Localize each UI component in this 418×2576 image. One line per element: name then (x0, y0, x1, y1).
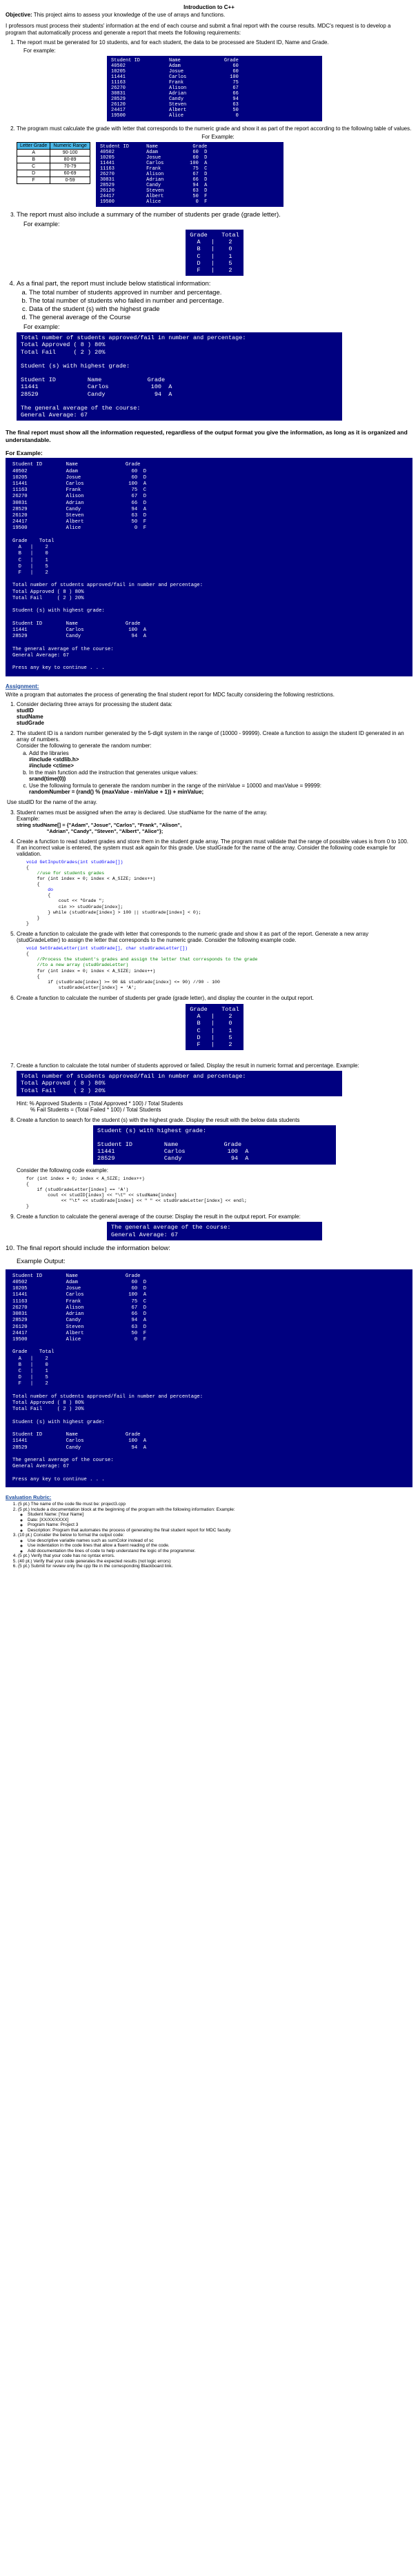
req3-example-label: For example: (23, 221, 60, 228)
code-line: studGradeLetter[index] = 'A'; (26, 985, 137, 990)
grade-table-head-letter: Letter Grade (17, 142, 50, 149)
step-8 (17, 1117, 412, 1210)
step7-text: Create a function to calculate the total number of students approved or failed. Display the result in numeric format and percentage. Example: (17, 1063, 359, 1069)
grade-table-cell: C (17, 163, 50, 170)
code-line: { (26, 1181, 29, 1187)
step-6 (17, 995, 412, 1050)
grade-table-cell: 80-89 (50, 156, 90, 163)
req4-example-label: For example: (23, 323, 60, 331)
studname-declaration: string studName[] = {"Adam", "Josue", "Carlos", "Frank", "Alison", "Adrian", "Candy", "Steven", "Albert", "Alice"}; (17, 821, 182, 834)
grade-table-cell: D (17, 170, 50, 177)
code-line: } (26, 1204, 29, 1209)
grade-table-cell: F (17, 177, 50, 183)
final-output-terminal: Student ID Name Grade 40502 Adam 60 D 10205 Josue 60 D 11441 Carlos 100 A 11163 Frank 75 C 26270 Alison 67 D 30831 Adrian 66 D 28529 Candy 94 A 26120 Steven 63 D 24417 Albert 50 F 19500 Alice 0 F Grade Total A | 2 B | 0 C | 1 D | 5 F | 2 Total number of students approved/fail in number and percentage: Total Approved ( 8 ) 80% Total Fail ( 2 ) 20% Student (s) with highest grade: Student ID Name Grade 11441 Carlos 100 A 28529 Candy 94 A The general average of the course: General Average: 67 Press any key to continue . . . (6, 1269, 412, 1487)
req4-items (17, 289, 412, 321)
step9-text: Create a function to calculate the general average of the course: Display the result in the output report. For example: (17, 1214, 301, 1220)
step-9 (17, 1214, 412, 1240)
step7-hint-2: % Fail Students = (Total Failed * 100) / Total Students (30, 1106, 161, 1113)
step4-text: Create a function to read student grades and store them in the student grade array. The program must validate that the range of possible values is from 0 to 100. If an incorrect value is entered, the system must ask again for this grade. Use studGrade for the name of the array. Consider the following code example for validation. (17, 838, 409, 857)
doc-item: ◦ Program Name: Project 3 (28, 1522, 412, 1527)
req4-item: a. The total number of students approved in number and percentage. (29, 289, 412, 296)
code-line: void GetInputGrades(int studGrade[]) (26, 859, 123, 865)
step2-item-text: Use the following formula to generate the random number in the range of the minValue = 10000 and maxValue = 99999: (29, 782, 321, 789)
requirement-3 (17, 211, 412, 276)
requirement-2 (17, 125, 412, 208)
step7-hint-1: Hint: % Approved Students = (Total Approved * 100) / Total Students (17, 1100, 183, 1107)
step2-after: Use studID for the name of the array. (7, 798, 98, 805)
code-line: } (26, 915, 40, 920)
step6-terminal: Grade Total A | 2 B | 0 C | 1 D | 5 F | 2 (186, 1004, 243, 1050)
step2-items (17, 750, 412, 795)
example-heading: For Example: (6, 449, 43, 456)
step2-item-text: Add the libraries (29, 749, 69, 756)
step-7 (17, 1063, 412, 1113)
grade-table-cell: 60-69 (50, 170, 90, 177)
objective-text: This project aims to assess your knowledge of the use of arrays and functions. (33, 12, 226, 18)
include-stdlib: #include <stdlib.h> (29, 756, 79, 763)
rubric-item: 4. (5 pt.) Verify that your code has no syntax errors. (18, 1553, 412, 1558)
step5-text: Create a function to calculate the grade with letter that corresponds to the numeric grade and show it as part of the report. Generate a new array (studGradeLetter) to assign the letter that corresponds to the numeric grade. Consider the following example code. (17, 931, 369, 943)
rubric-item: 6. (5 pt.) Submit for review only the cpp file in the corresponding Blackboard link. (18, 1564, 412, 1569)
doc-title: Introduction to C++ (183, 4, 235, 10)
format-item: ◦ Use indentation in the code lines that allow a fluent reading of the code. (28, 1543, 412, 1548)
req4-item: d. The general average of the Course (29, 314, 412, 321)
req4-item: b. The total number of students who failed in number and percentage. (29, 297, 412, 305)
validation-code (26, 860, 412, 927)
step2-item (29, 783, 412, 795)
code-line: if (studGradeLetter[index] == 'A') (26, 1187, 129, 1192)
code-line: { (26, 865, 29, 870)
code-line: //Process the student's grades and assign the letter that corresponds to the grade (26, 957, 258, 963)
step8-code-label: Consider the following code example: (17, 1167, 108, 1174)
final-note: The final report must show all the information requested, regardless of the output format you give the information, as long as it is organized and understandable. (6, 429, 408, 444)
requirement-4 (17, 280, 412, 421)
req1-terminal: Student ID Name Grade 40502 Adam 60 10205 Josue 60 11441 Carlos 100 11163 Frank 75 26270 Alison 67 30831 Adrian 66 28529 Candy 94 26120 Steven 63 24417 Albert 50 19500 Alice 0 (107, 56, 322, 121)
evaluation-heading: Evaluation Rubric: (6, 1493, 52, 1500)
format-item: ◦ Use descriptive variable names such as sumColor instead of sc (28, 1538, 412, 1543)
rubric-item (18, 1507, 412, 1533)
code-line: for (int index = 0; index < A_SIZE; index++) (26, 1176, 145, 1181)
format-items (18, 1538, 412, 1553)
assignment-heading: Assignment: (6, 683, 39, 690)
step-4 (17, 838, 412, 927)
code-line: if (studGrade[index] >= 90 && studGrade[index] <= 90) //90 - 100 (26, 979, 220, 985)
code-line: void SetGradeLetter(int studGrade[], char studGradeLetter[]) (26, 946, 188, 951)
step-5 (17, 931, 412, 991)
req1-text: The report must be generated for 10 students, and for each student, the data to be processed are Student ID, Name and Grade. (17, 39, 329, 46)
step8-text: Create a function to search for the student (s) with the highest grade. Display the result with the below data students (17, 1116, 300, 1123)
doc-block-items (18, 1512, 412, 1533)
include-ctime: #include <ctime> (29, 762, 74, 769)
step-1 (17, 701, 412, 726)
full-example-terminal: Student ID Name Grade 40502 Adam 60 D 10205 Josue 60 D 11441 Carlos 100 A 11163 Frank 75 C 26270 Alison 67 D 30831 Adrian 66 D 28529 Candy 94 A 26120 Steven 63 D 24417 Albert 50 F 19500 Alice 0 F Grade Total A | 2 B | 0 C | 1 D | 5 F | 2 Total number of students approved/fail in number and percentage: Total Approved ( 8 ) 80% Total Fail ( 2 ) 20% Student (s) with highest grade: Student ID Name Grade 11441 Carlos 100 A 28529 Candy 94 A The general average of the course: General Average: 67 Press any key to continue . . . (6, 458, 412, 676)
intro-paragraph: I professors must process their students' information at the end of each course and submit a final report with the course results. MDC's request is to develop a program that automatically process and generate a report that meets the following requirements: (6, 23, 391, 36)
code-line: do (26, 887, 54, 893)
srand-call: srand(time(0)) (29, 775, 66, 782)
code-line: << "\t" << studGrade[index] << " " << studGradeLetter[index] << endl; (26, 1198, 247, 1204)
step10-text: The final report should include the information below: (17, 1244, 170, 1252)
objective-label: Objective: (6, 12, 32, 18)
code-line: cout << studID[index] << "\t" << studName[index] (26, 1193, 177, 1198)
objective (6, 12, 412, 19)
req3-text: The report must also include a summary of the number of students per grade (grade letter). (17, 211, 281, 219)
rubric-item: 1. (5 pt.) The name of the code file must be: project3.cpp (18, 1502, 412, 1507)
highest-grade-code (26, 1176, 412, 1210)
step-10 (17, 1245, 412, 1265)
code-line: //to a new array (studGradeLetter) (26, 963, 129, 968)
random-formula: randomNumber = (rand() % (maxValue - minValue + 1)) + minValue; (29, 788, 204, 795)
step10-example-label: Example Output: (17, 1257, 66, 1265)
req3-terminal: Grade Total A | 2 B | 0 C | 1 D | 5 F | 2 (186, 230, 243, 276)
step1-array: studID (17, 707, 34, 714)
code-line: { (26, 882, 40, 887)
rubric-list (6, 1502, 412, 1569)
grade-table (17, 142, 90, 184)
step8-terminal: Student (s) with highest grade: Student ID Name Grade 11441 Carlos 100 A 28529 Candy 94 A (93, 1125, 336, 1165)
step2-text: The student ID is a random number generated by the 5-digit system in the range of (10000 - 99999). Create a function to assign the student ID generated in an array of numbers. (17, 729, 404, 743)
code-line: //use for students grades (26, 870, 105, 876)
doc-item: ◦ Student Name: [Your Name] (28, 1512, 412, 1517)
rubric-item-text: (5 pt.) Include a documentation block at the beginning of the program with the following information: Example: (18, 1507, 235, 1512)
step1-array: studName (17, 713, 43, 720)
code-line: { (26, 893, 51, 898)
format-item: ◦ Add documentation the lines of code to help understand the logic of the programmer. (28, 1549, 412, 1553)
grade-table-cell: 0-59 (50, 177, 90, 183)
assignment-steps (6, 701, 412, 1265)
req2-example-label: For Example: (201, 133, 235, 140)
grade-table-cell: 90-100 (50, 149, 90, 156)
step1-array: studGrade (17, 719, 45, 726)
step-2 (7, 729, 412, 805)
req2-terminal: Student ID Name Grade 40502 Adam 60 D 10205 Josue 60 D 11441 Carlos 100 A 11163 Frank 75 C 26270 Alison 67 D 30831 Adrian 66 D 28529 Candy 94 A 26120 Steven 63 D 24417 Albert 50 F 19500 Alice 0 F (96, 142, 283, 208)
code-line: for (int index = 0; index < A_SIZE; index++) (26, 876, 156, 881)
step7-terminal: Total number of students approved/fail in number and percentage: Total Approved ( 8 ) 80% Total Fail ( 2 ) 20% (17, 1071, 342, 1096)
grade-table-head-range: Numeric Range (50, 142, 90, 149)
req4-item: c. Data of the student (s) with the highest grade (29, 305, 412, 313)
rubric-item (18, 1533, 412, 1553)
assignment-intro: Write a program that automates the process of generating the final student report for MDC faculty considering the following restrictions. (6, 691, 335, 698)
step1-text: Consider declaring three arrays for processing the student data: (17, 701, 172, 707)
code-line: { (26, 952, 29, 957)
req2-text: The program must calculate the grade with letter that corresponds to the numeric grade and show it as part of the report according to the following table of values. (17, 125, 412, 132)
code-line: cout << "Grade "; (26, 898, 105, 904)
code-line: for (int index = 0; index < A_SIZE; index++) (26, 968, 156, 974)
code-line: cin >> studGrade[index]; (26, 904, 123, 909)
rubric-item-text: (10 pt.) Consider the below to format the output code: (18, 1533, 124, 1538)
step2-sub: Consider the following to generate the random number: (17, 742, 152, 749)
doc-item: ◦ Description: Program that automates the process of generating the final student report for MDC faculty. (28, 1528, 412, 1533)
step2-item (29, 750, 412, 769)
grade-table-cell: 70-79 (50, 163, 90, 170)
requirements-list (6, 39, 412, 421)
grade-table-cell: A (17, 149, 50, 156)
rubric-item: 5. (40 pt.) Verify that your code generates the expected results (not logic errors) (18, 1559, 412, 1564)
step2-item-text: In the main function add the instruction that generates unique values: (29, 769, 198, 776)
grade-letter-code (26, 946, 412, 991)
code-line: } while (studGrade[index] > 100 || studGrade[index] < 0); (26, 909, 201, 915)
step3-text: Student names must be assigned when the array is declared. Use studName for the name of the array. (17, 809, 268, 816)
code-line: { (26, 974, 40, 979)
requirement-1 (17, 39, 412, 121)
step-3 (17, 809, 412, 834)
req4-terminal: Total number of students approved/fail in number and percentage: Total Approved ( 8 ) 80% Total Fail ( 2 ) 20% Student (s) with highest grade: Student ID Name Grade 11441 Carlos 100 A 28529 Candy 94 A The general average of the course: General Average: 67 (17, 332, 342, 421)
step3-example-label: Example: (17, 815, 40, 822)
code-line: } (26, 920, 29, 926)
step2-item (29, 769, 412, 782)
req1-example-label: For example: (23, 48, 56, 54)
step6-text: Create a function to calculate the number of students per grade (grade letter), and display the counter in the output report. (17, 995, 314, 1001)
doc-item: ◦ Date: [XX/XX/XXXX] (28, 1518, 412, 1522)
step9-terminal: The general average of the course: General Average: 67 (107, 1222, 322, 1240)
req4-text: As a final part, the report must include below statistical information: (17, 280, 211, 288)
grade-table-cell: B (17, 156, 50, 163)
